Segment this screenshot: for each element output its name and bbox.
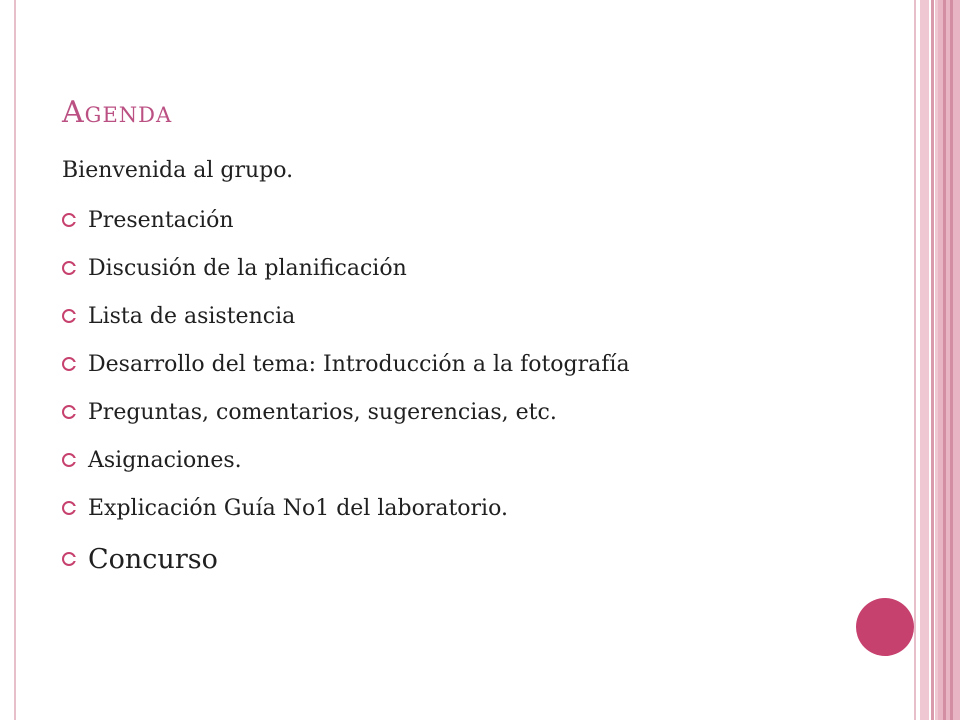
list-item <box>62 299 630 333</box>
list-item-label: Concurso <box>88 543 218 575</box>
right-stripe <box>938 0 960 720</box>
bullet-icon <box>62 453 76 467</box>
right-stripe <box>950 0 953 720</box>
bullet-icon <box>62 261 76 275</box>
list-item <box>62 539 630 579</box>
bullet-icon <box>62 405 76 419</box>
list-item-label: Desarrollo del tema: Introducción a la fotografía <box>88 351 630 377</box>
list-item-label: Asignaciones. <box>88 447 242 473</box>
bullet-icon <box>62 309 76 323</box>
list-item <box>62 347 630 381</box>
list-item <box>62 491 630 525</box>
agenda-list <box>62 203 630 593</box>
bullet-icon <box>62 213 76 227</box>
bullet-icon <box>62 357 76 371</box>
filled-circle-icon <box>856 598 914 656</box>
right-stripe <box>920 0 929 720</box>
list-item <box>62 395 630 429</box>
right-stripe <box>931 0 934 720</box>
list-item-label: Explicación Guía No1 del laboratorio. <box>88 495 508 521</box>
right-stripe <box>914 0 916 720</box>
list-item-label: Preguntas, comentarios, sugerencias, etc. <box>88 399 557 425</box>
list-item-label: Presentación <box>88 207 234 233</box>
list-item-label: Discusión de la planificación <box>88 255 407 281</box>
list-item <box>62 443 630 477</box>
left-border-line <box>14 0 16 720</box>
list-item <box>62 203 630 237</box>
list-item <box>62 251 630 285</box>
right-stripe <box>943 0 946 720</box>
bullet-icon <box>62 552 76 566</box>
intro-text: Bienvenida al grupo. <box>62 158 294 183</box>
bullet-icon <box>62 501 76 515</box>
list-item-label: Lista de asistencia <box>88 303 296 329</box>
slide-title: Agenda <box>62 95 173 130</box>
